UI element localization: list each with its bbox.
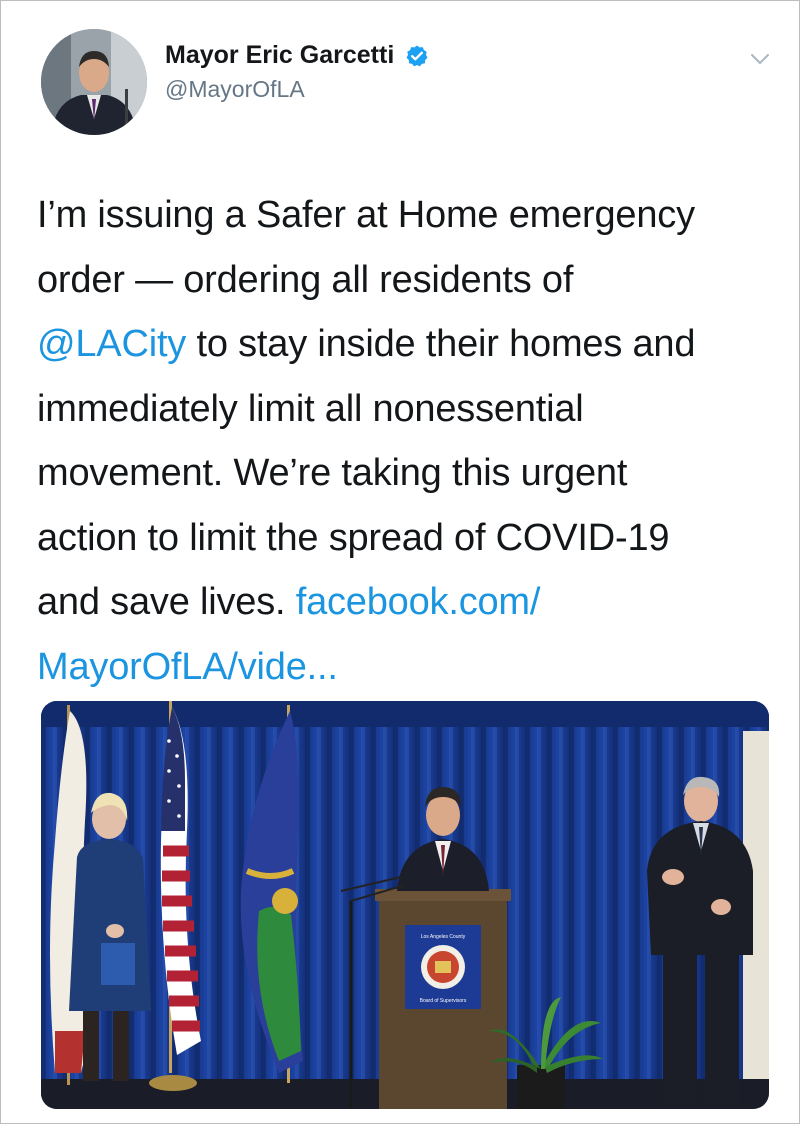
verified-badge-icon: [405, 44, 429, 68]
mention-link[interactable]: @LACity: [37, 323, 187, 365]
tweet-text-segment: I’m issuing a Safer at Home emergency: [37, 194, 695, 236]
author-avatar[interactable]: [41, 29, 147, 135]
podium-sign-line2: Board of Supervisors: [419, 998, 467, 1004]
tweet-text-segment: to stay inside their homes and: [186, 323, 696, 365]
tweet-text-line: [37, 635, 782, 700]
tweet-text-line: [37, 312, 782, 377]
tweet-text-line: [37, 248, 782, 313]
tweet-text-segment: immediately limit all nonessential: [37, 387, 584, 430]
podium-sign-line1: Los Angeles County: [420, 934, 466, 940]
tweet-text-line: [37, 441, 782, 506]
tweet-text-segment: order — ordering all residents of: [37, 258, 574, 301]
tweet-text-line: [37, 377, 782, 442]
tweet-text-segment: movement. We’re taking this urgent: [37, 452, 628, 494]
tweet-media-photo[interactable]: [41, 701, 769, 1109]
tweet-text-line: [37, 570, 782, 635]
tweet-text-segment: action to limit the spread of COVID-19: [37, 516, 670, 559]
chevron-down-icon[interactable]: [747, 49, 773, 69]
tweet-text-segment: and save lives.: [37, 581, 296, 623]
tweet-text-line: [37, 183, 782, 248]
url-link[interactable]: facebook.com/: [295, 581, 541, 623]
tweet-header: [41, 29, 781, 139]
author-display-name[interactable]: Mayor Eric Garcetti: [165, 41, 395, 69]
tweet-text-line: [37, 506, 782, 571]
tweet-text: [37, 183, 782, 699]
author-handle[interactable]: @MayorOfLA: [165, 76, 305, 102]
url-link[interactable]: MayorOfLA/vide...: [37, 645, 338, 688]
author-info: [165, 41, 429, 103]
